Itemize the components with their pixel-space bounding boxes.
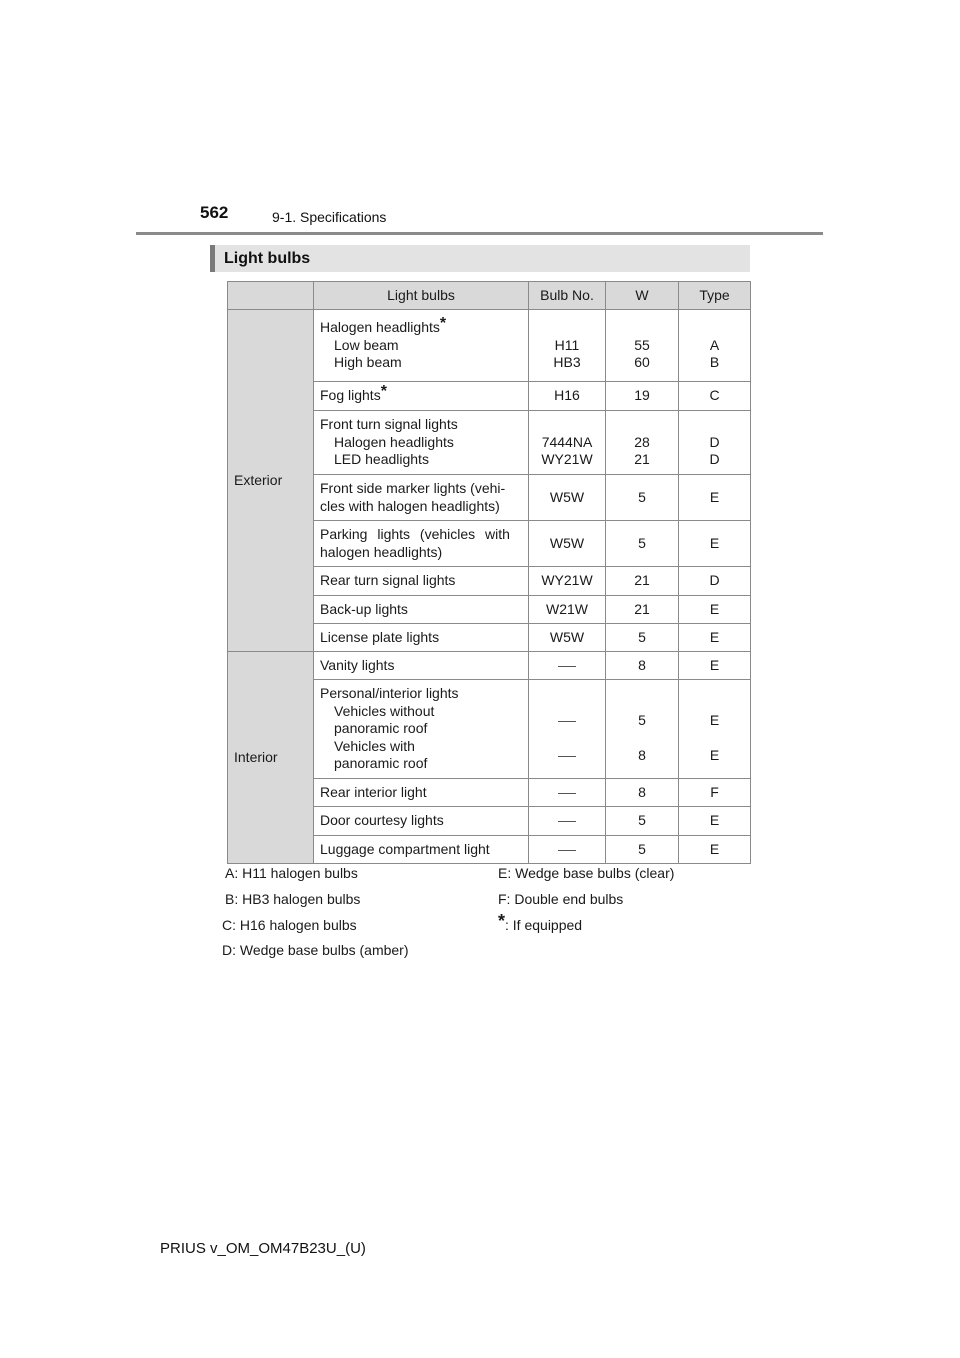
legend-a: A: H11 halogen bulbs	[225, 865, 358, 881]
page-number: 562	[200, 203, 229, 222]
dash-icon	[558, 666, 576, 667]
bulb-no-cell: W5W	[529, 521, 606, 567]
type-value: D	[709, 451, 720, 467]
type-value: A	[709, 336, 720, 353]
row-name-halogen-headlights	[314, 310, 529, 382]
asterisk-icon: *	[380, 383, 387, 401]
bulb-no-value: H11	[554, 336, 580, 353]
row-name-personal-interior	[314, 680, 529, 779]
dash-line	[535, 712, 599, 730]
watt-value: 28	[634, 433, 650, 450]
legend-e: E: Wedge base bulbs (clear)	[498, 865, 675, 881]
legend-c: C: H16 halogen bulbs	[222, 917, 357, 933]
legend-f: F: Double end bulbs	[498, 891, 624, 907]
bulb-no-cell	[529, 807, 606, 836]
group-exterior: Exterior	[228, 310, 314, 652]
row-line: halogen headlights)	[320, 543, 443, 560]
section-title-band	[210, 245, 750, 272]
watt-cell	[606, 310, 679, 382]
bulb-no-cell: WY21W	[529, 567, 606, 596]
watt-cell: 21	[606, 567, 679, 596]
legend-b: B: HB3 halogen bulbs	[225, 891, 361, 907]
dash-icon	[558, 850, 576, 851]
type-cell	[679, 411, 751, 475]
dash-icon	[558, 721, 576, 722]
bulb-no-cell: H16	[529, 382, 606, 411]
type-cell: D	[679, 567, 751, 596]
light-bulbs-table	[227, 281, 751, 864]
header-cell-light-bulbs: Light bulbs	[314, 282, 529, 310]
bulb-no-cell	[529, 411, 606, 475]
watt-cell: 5	[606, 624, 679, 652]
dash-line	[535, 747, 599, 765]
type-value: B	[709, 354, 720, 370]
row-name-backup-lights: Back-up lights	[314, 596, 529, 624]
row-sub: LED headlights	[334, 451, 429, 468]
footer-document-id: PRIUS v_OM_OM47B23U_(U)	[160, 1240, 366, 1257]
row-name-rear-turn-signal: Rear turn signal lights	[314, 567, 529, 596]
watt-value: 8	[638, 746, 646, 763]
row-name-door-courtesy: Door courtesy lights	[314, 807, 529, 836]
table-row	[228, 310, 751, 382]
legend-star-note	[498, 911, 583, 933]
watt-value: 21	[634, 451, 650, 467]
row-sub: Vehicles with	[334, 737, 415, 754]
row-line: cles with halogen headlights)	[320, 497, 500, 514]
watt-cell: 21	[606, 596, 679, 624]
type-cell: E	[679, 652, 751, 680]
row-sub: panoramic roof	[334, 755, 428, 772]
watt-cell	[606, 680, 679, 779]
row-line: Front side marker lights (vehi-	[320, 480, 506, 496]
watt-cell: 5	[606, 521, 679, 567]
spacer	[535, 729, 599, 747]
bulb-no-cell	[529, 652, 606, 680]
type-cell: F	[679, 779, 751, 807]
type-cell: E	[679, 596, 751, 624]
header-cell-w: W	[606, 282, 679, 310]
watt-value: 5	[638, 711, 646, 728]
row-title: Halogen headlights	[320, 319, 440, 336]
type-value: D	[709, 433, 720, 450]
bulb-no-value: 7444NA	[541, 433, 593, 450]
bulb-no-value: WY21W	[541, 451, 593, 467]
watt-cell: 5	[606, 807, 679, 836]
row-sub: Vehicles without	[334, 702, 435, 719]
row-name-fog-lights	[314, 382, 529, 411]
watt-cell: 19	[606, 382, 679, 411]
row-name-parking-lights	[314, 521, 529, 567]
row-sub: High beam	[334, 354, 402, 371]
type-cell: E	[679, 807, 751, 836]
watt-cell: 8	[606, 779, 679, 807]
watt-value: 60	[634, 354, 650, 370]
row-name-front-side-marker	[314, 475, 529, 521]
row-line: Parking lights (vehicles with	[320, 526, 510, 542]
spacer	[685, 729, 744, 747]
bulb-no-cell	[529, 779, 606, 807]
bulb-no-cell	[529, 310, 606, 382]
bulb-no-value: HB3	[553, 354, 581, 370]
type-cell: E	[679, 475, 751, 521]
watt-cell: 5	[606, 836, 679, 864]
legend-d: D: Wedge base bulbs (amber)	[222, 942, 409, 958]
type-cell: C	[679, 382, 751, 411]
watt-cell	[606, 411, 679, 475]
row-sub: panoramic roof	[334, 720, 428, 737]
row-name-vanity-lights: Vanity lights	[314, 652, 529, 680]
row-title: Front turn signal lights	[320, 416, 458, 433]
section-title: Light bulbs	[224, 250, 311, 267]
row-sub: Halogen headlights	[334, 433, 454, 450]
table-row	[228, 652, 751, 680]
table-header-row	[228, 282, 751, 310]
type-cell: E	[679, 521, 751, 567]
row-name-luggage: Luggage compartment light	[314, 836, 529, 864]
bulb-no-cell: W5W	[529, 624, 606, 652]
bulb-no-cell	[529, 680, 606, 779]
asterisk-icon: *	[439, 315, 447, 333]
type-cell	[679, 680, 751, 779]
type-value: E	[709, 711, 720, 728]
asterisk-icon: *	[498, 911, 506, 931]
type-cell: E	[679, 624, 751, 652]
row-name-rear-interior: Rear interior light	[314, 779, 529, 807]
watt-value: 55	[634, 336, 650, 353]
bulb-no-cell: W5W	[529, 475, 606, 521]
type-value: E	[709, 746, 720, 763]
header-cell-bulb-no: Bulb No.	[529, 282, 606, 310]
header-divider	[136, 232, 823, 235]
dash-icon	[558, 821, 576, 822]
row-name-license-plate: License plate lights	[314, 624, 529, 652]
section-heading: 9-1. Specifications	[272, 209, 387, 225]
watt-cell: 5	[606, 475, 679, 521]
dash-icon	[558, 756, 576, 757]
group-interior: Interior	[228, 652, 314, 864]
row-title: Personal/interior lights	[320, 685, 459, 702]
header-cell-group	[228, 282, 314, 310]
dash-icon	[558, 793, 576, 794]
bulb-no-cell: W21W	[529, 596, 606, 624]
type-cell	[679, 310, 751, 382]
type-cell: E	[679, 836, 751, 864]
row-name-front-turn-signal	[314, 411, 529, 475]
header-cell-type: Type	[679, 282, 751, 310]
watt-cell: 8	[606, 652, 679, 680]
spacer	[612, 729, 672, 747]
row-sub: Low beam	[334, 336, 399, 353]
bulb-no-cell	[529, 836, 606, 864]
row-title: Fog lights	[320, 387, 381, 404]
star-note-text: : If equipped	[505, 917, 583, 933]
